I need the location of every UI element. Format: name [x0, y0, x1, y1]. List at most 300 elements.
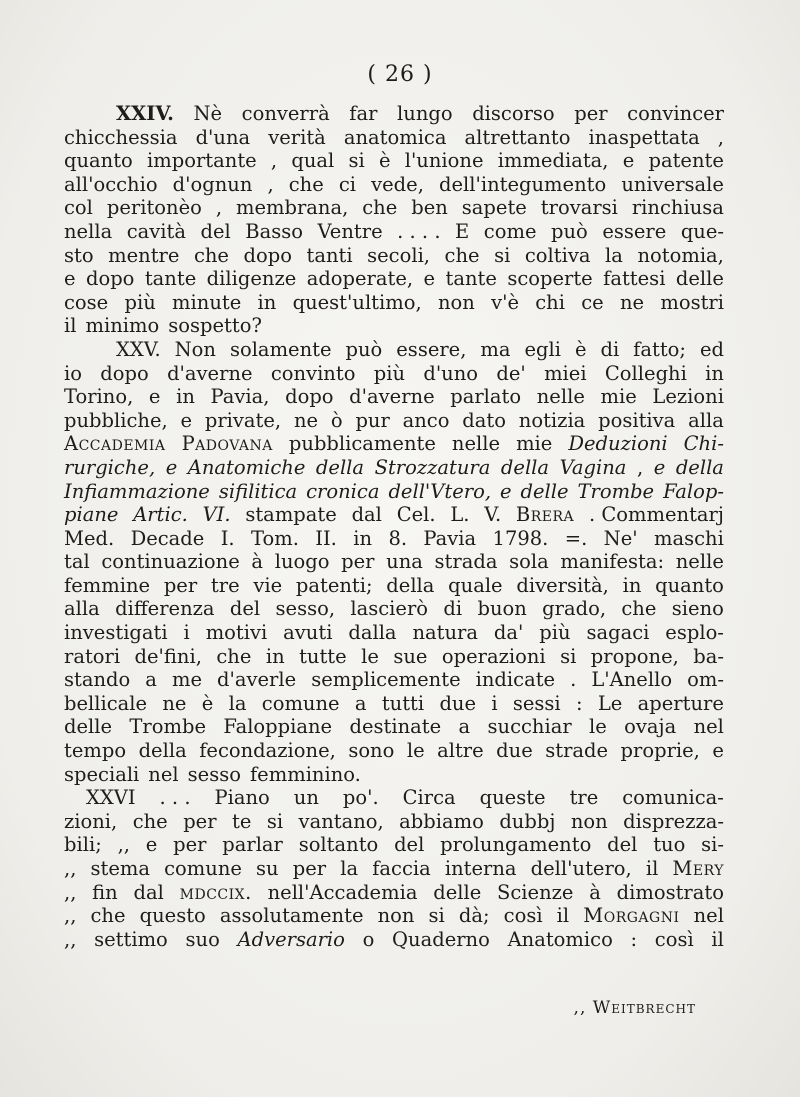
word: operazioni [441, 644, 546, 668]
word: que- [680, 219, 724, 243]
text-line [64, 338, 724, 362]
word: Strozzatura [374, 455, 491, 479]
word: anco [402, 408, 450, 432]
word: ci [338, 172, 357, 196]
text-line [64, 597, 724, 621]
word: Cel. [396, 503, 436, 527]
word: minimo [85, 314, 160, 338]
word: vie [253, 573, 283, 597]
word: cavità [126, 219, 186, 243]
word: tre [569, 786, 599, 810]
word: ma [480, 337, 511, 361]
word: =. [564, 526, 588, 550]
word: mie [600, 385, 637, 409]
word: del [394, 833, 425, 857]
word: e [64, 267, 76, 291]
word: vantano, [298, 809, 384, 833]
text-line [64, 244, 724, 268]
word: secoli, [367, 243, 431, 267]
word: XXIV. [116, 102, 174, 125]
word: così [654, 927, 694, 951]
word: una [386, 550, 423, 574]
word: pubbliche, [64, 408, 168, 432]
word: tuo [653, 833, 686, 857]
word: nel [693, 715, 724, 739]
text-line [64, 102, 724, 126]
word: si [266, 809, 284, 833]
word: all'occhio [64, 172, 158, 196]
word: in [705, 361, 724, 385]
word: Brera [515, 503, 575, 527]
word: sue [393, 644, 428, 668]
word: tempo [64, 739, 127, 763]
text-line [64, 149, 724, 173]
word: quanto [64, 149, 133, 173]
word: om- [687, 668, 724, 692]
word: ne [162, 691, 187, 715]
word: rurgiche, [64, 455, 156, 479]
word: chi [535, 290, 565, 314]
word: che [288, 172, 324, 196]
word: ed [699, 337, 724, 361]
word: dubbj [499, 809, 556, 833]
word: è [574, 337, 587, 361]
word: avuti [283, 621, 333, 645]
text-line [64, 810, 724, 834]
word: minute [172, 290, 242, 314]
word: zioni, [64, 809, 118, 833]
word: dell'integumento [438, 172, 607, 196]
word: la [605, 243, 623, 267]
word: convincer [627, 102, 724, 125]
word: suo [185, 927, 220, 951]
text-line [64, 881, 724, 905]
word: destinate [349, 715, 442, 739]
word: delle [520, 479, 569, 503]
word: pur [355, 408, 390, 432]
word: che [362, 196, 398, 220]
word: vede, [371, 172, 424, 196]
word: Tom. [250, 526, 299, 550]
word: che [444, 243, 480, 267]
word: universale [621, 172, 724, 196]
word: due [496, 739, 533, 763]
word: d'ognun [172, 172, 253, 196]
word: far [349, 102, 378, 125]
word: dal [351, 503, 382, 527]
text-line [64, 928, 724, 952]
word: VI. [202, 503, 231, 527]
word: , [215, 196, 223, 220]
word: Circa [402, 786, 456, 810]
word: sifilitica [218, 479, 298, 503]
text-line [64, 385, 724, 409]
word: non [570, 809, 608, 833]
word: non [437, 290, 475, 314]
word: Anatomico [507, 927, 613, 951]
word: strada [434, 550, 498, 574]
word: d'averne [349, 385, 435, 409]
word: d'averle [217, 668, 297, 692]
word: nelle [451, 432, 501, 456]
text-line [64, 527, 724, 551]
word: motivi [205, 621, 268, 645]
word: faccia [372, 857, 431, 880]
word: del [607, 833, 638, 857]
word: te [232, 809, 252, 833]
word: può [345, 337, 383, 361]
word: proprie, [620, 739, 700, 763]
word: io [64, 361, 82, 385]
word: fattesi [603, 267, 666, 291]
word: Pavia, [210, 385, 270, 409]
text-line [64, 739, 724, 763]
word: convinto [270, 361, 356, 385]
word: Artic. [133, 503, 188, 527]
word: buon [477, 597, 527, 621]
word: col [64, 196, 93, 220]
word: ratori [64, 644, 121, 668]
word: notomia, [637, 243, 724, 267]
word: indicate [475, 668, 556, 692]
word: delle [675, 267, 724, 291]
word: , [636, 455, 644, 479]
word: Torino, [64, 385, 134, 409]
text-line [64, 857, 724, 881]
word: o [362, 927, 375, 951]
word: per [292, 857, 327, 880]
word: aperture [637, 691, 724, 715]
word: della [500, 455, 550, 479]
word: sospetto? [168, 314, 262, 338]
word: l'unione [404, 149, 484, 173]
word: Scienze [497, 880, 574, 904]
word: più [373, 361, 406, 385]
word: XXV. [116, 337, 161, 361]
word: qual [291, 149, 335, 173]
word: scoperte [507, 267, 593, 291]
word: Faloppiane [223, 715, 333, 739]
word: cose [64, 290, 109, 314]
word: tutte [299, 644, 347, 668]
word: della [386, 573, 435, 597]
word: d'averne [167, 361, 253, 385]
word: le [406, 739, 425, 763]
word: comune [164, 857, 242, 880]
word: me [171, 668, 202, 692]
word: verità [268, 125, 326, 149]
word: semplicemente [311, 668, 461, 692]
word: può [551, 219, 588, 243]
body-text [64, 102, 724, 951]
word: à [251, 550, 264, 574]
word: positiva [598, 408, 676, 432]
word: Quaderno [392, 927, 490, 951]
word: nelle [536, 385, 585, 409]
word: nel [148, 762, 179, 786]
word: due [439, 691, 477, 715]
catchword: ,, Weitbrecht [573, 998, 696, 1018]
word: più [124, 290, 156, 314]
word: altre [437, 739, 484, 763]
word: speciali [64, 762, 140, 786]
word: ,, [64, 927, 77, 951]
word: in [265, 644, 285, 668]
text-line [64, 904, 724, 928]
word: strade [545, 739, 609, 763]
word: della [138, 739, 187, 763]
word: stema [90, 857, 151, 880]
word: e [148, 385, 161, 409]
word: I. [220, 526, 235, 550]
text-line [64, 503, 724, 527]
word: comunica- [622, 786, 724, 810]
word: e [145, 833, 158, 857]
word: ne [293, 408, 319, 432]
word: nelle [675, 550, 724, 574]
word: , [717, 125, 724, 149]
word: questo [139, 904, 206, 928]
word: soltanto [298, 833, 379, 857]
word: ,, [64, 880, 77, 904]
word: ,, [64, 904, 77, 928]
word: Falop- [663, 479, 724, 503]
word: nella [64, 219, 113, 243]
word: essere [602, 219, 667, 243]
word: per [574, 102, 608, 125]
word: chicchessia [64, 125, 178, 149]
word: : [630, 927, 638, 951]
word: stando [64, 668, 131, 692]
word: del [229, 597, 261, 621]
word: e [622, 149, 635, 173]
word: assolutamente [219, 904, 364, 928]
word: il [711, 927, 724, 951]
word: dal [133, 880, 164, 904]
text-line [64, 692, 724, 716]
word: è [378, 149, 391, 173]
word: II. [315, 526, 337, 550]
word: Accademia [64, 432, 166, 456]
word: comune [261, 691, 340, 715]
word: alla [688, 408, 724, 432]
word: membrana, [235, 196, 349, 220]
word: fecondazione, [199, 739, 336, 763]
word: tanti [306, 243, 353, 267]
word: a [458, 715, 471, 739]
word: la [340, 857, 359, 880]
word: Ventre [317, 219, 383, 243]
word: Deduzioni [568, 432, 668, 456]
text-line [64, 220, 724, 244]
word: prolungamento [440, 833, 592, 857]
word: Nè [193, 102, 223, 125]
word: ne [619, 290, 645, 314]
word: femmine [64, 573, 151, 597]
word: continuazione [101, 550, 240, 574]
text-line [64, 126, 724, 150]
word: il [645, 857, 659, 880]
word: egli [524, 337, 561, 361]
word: e [180, 408, 193, 432]
text-line [64, 574, 724, 598]
word: dalla [348, 621, 397, 645]
word: di [600, 337, 620, 361]
word: in [353, 526, 373, 550]
word: rinchiusa [631, 196, 724, 220]
word: non [377, 904, 415, 928]
word: del [200, 219, 231, 243]
word: dà; [458, 904, 490, 928]
word: settimo [94, 927, 168, 951]
word: delle [433, 880, 482, 904]
word: 1798. [492, 526, 549, 550]
word: a [145, 668, 157, 692]
word: Adversario [237, 927, 345, 951]
word: femminino. [249, 762, 361, 786]
word: . . . [159, 786, 191, 810]
word: Infiammazione [64, 479, 210, 503]
word: 8. [388, 526, 408, 550]
text-line [64, 786, 724, 810]
word: ba- [693, 644, 724, 668]
word: come [483, 219, 537, 243]
word: da' [493, 621, 524, 645]
word: pubblicamente [288, 432, 436, 456]
word: stampate [245, 503, 337, 527]
text-line [64, 763, 724, 787]
word: de'fini, [134, 644, 202, 668]
text-line [64, 291, 724, 315]
word: dopo [85, 267, 135, 291]
word: più [539, 621, 571, 645]
word: così [503, 904, 543, 928]
word: in [176, 385, 195, 409]
word: Trombe [577, 479, 655, 503]
word: diversità, [516, 573, 609, 597]
word: sto [64, 243, 94, 267]
word: mostri [660, 290, 724, 314]
word: lascierò [350, 597, 429, 621]
word: discorso [472, 102, 555, 125]
word: tante [144, 267, 197, 291]
word: Decade [130, 526, 205, 550]
word: di [443, 597, 463, 621]
word: a [354, 691, 367, 715]
word: interna [444, 857, 517, 880]
word: sieno [671, 597, 724, 621]
word: ,, [117, 833, 130, 857]
word: sapete [461, 196, 527, 220]
word: L. [450, 503, 470, 527]
word: coltiva [524, 243, 591, 267]
word: natura [412, 621, 478, 645]
word: tutti [381, 691, 425, 715]
text-line [64, 362, 724, 386]
text-line [64, 409, 724, 433]
word: Ne' [603, 526, 638, 550]
word: Le [597, 691, 623, 715]
word: esplo- [665, 621, 724, 645]
word: le [361, 644, 379, 668]
text-line [64, 668, 724, 692]
word: Non [174, 337, 216, 361]
word: v'è [491, 290, 519, 314]
word: Mery [672, 857, 724, 880]
word: nel [693, 904, 724, 928]
word: Vagina [559, 455, 627, 479]
text-line [64, 833, 724, 857]
word: propone, [590, 644, 679, 668]
word: sessi [512, 691, 561, 715]
word: succhiar [487, 715, 572, 739]
word: dopo [243, 243, 292, 267]
word: quale [448, 573, 503, 597]
word: si- [701, 833, 724, 857]
word: patenti; [295, 573, 373, 597]
word: mie [516, 432, 553, 456]
text-line [64, 196, 724, 220]
word: in [257, 290, 277, 314]
word: Padovana [181, 432, 273, 456]
word: à [589, 880, 601, 904]
word: grado, [542, 597, 607, 621]
word: alla [64, 597, 100, 621]
word: Pavia [423, 526, 477, 550]
word: mdccix. [179, 880, 252, 904]
word: bellicale [64, 691, 148, 715]
text-line [64, 267, 724, 291]
word: tante [445, 267, 497, 291]
page-number: ( 26 ) [367, 62, 433, 87]
word: ò [330, 408, 343, 432]
word: V. [484, 503, 502, 527]
word: ,, [64, 857, 77, 880]
word: dopo [100, 361, 149, 385]
word: si [560, 644, 577, 668]
word: diligenze [206, 267, 297, 291]
word: anatomica [343, 125, 447, 149]
text-line [64, 456, 724, 480]
text-line [64, 550, 724, 574]
word: fin [92, 880, 118, 904]
word: per [183, 809, 217, 833]
word: queste [479, 786, 546, 810]
word: e [423, 267, 436, 291]
word: che [90, 904, 126, 928]
word: dato [462, 408, 506, 432]
word: piane [64, 503, 119, 527]
word: tal [64, 550, 90, 574]
word: mentre [108, 243, 180, 267]
word: per [173, 833, 207, 857]
word: Piano [214, 786, 270, 810]
word: Anatomiche [187, 455, 306, 479]
word: inaspettata [588, 125, 700, 149]
word: che [193, 243, 229, 267]
word: trovarsi [540, 196, 618, 220]
word: sagaci [586, 621, 650, 645]
text-line [64, 715, 724, 739]
word: XXVI [86, 786, 136, 810]
word: sono [348, 739, 395, 763]
word: le [589, 715, 607, 739]
word: il [556, 904, 570, 928]
word: della [675, 455, 724, 479]
word: che [621, 597, 657, 621]
word: L'Anello [591, 668, 673, 692]
word: Chi- [683, 432, 724, 456]
